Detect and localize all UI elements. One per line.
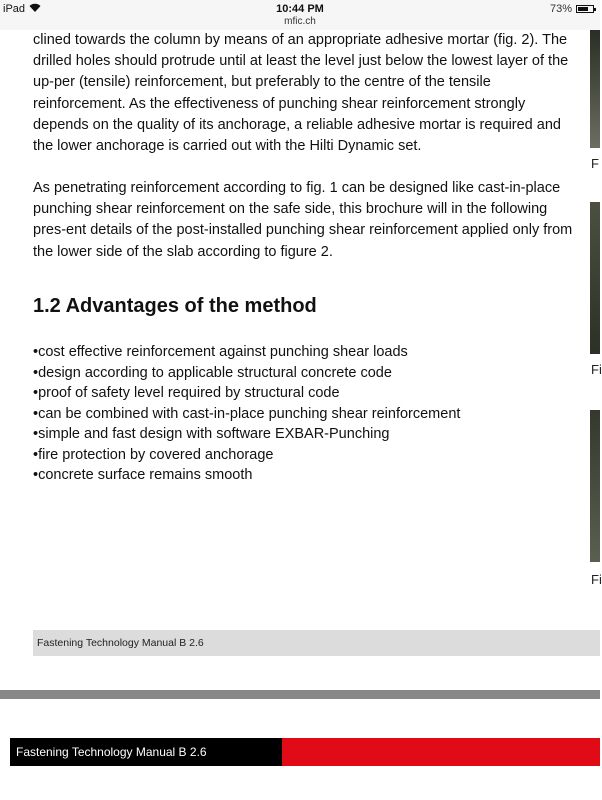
page-footer: Fastening Technology Manual B 2.6 [33,630,600,656]
battery-percent: 73% [549,3,572,15]
figure-photo [590,30,600,148]
battery-status [550,3,594,15]
list-item: • simple and fast design with software EXBAR-Punching [33,424,460,445]
page-divider [0,690,600,699]
status-bar [0,0,600,30]
next-page-header: Fastening Technology Manual B 2.6 [10,738,282,766]
list-item: • fire protection by covered anchorage [33,445,460,466]
clock: 10:44 PM [276,3,324,15]
figure-caption: Fi [591,362,602,377]
figure-caption: Fi [591,572,602,587]
address-bar[interactable]: mfic.ch [284,16,316,27]
list-item: • concrete surface remains smooth [33,465,460,486]
advantages-list [33,342,460,486]
list-item: • cost effective reinforcement against punching shear loads [33,342,460,363]
battery-icon [576,5,594,13]
list-item: • proof of safety level required by structural code [33,383,460,404]
list-item: • design according to applicable structural concrete code [33,363,460,384]
paragraph-penetrating-reinforcement: As penetrating reinforcement according to fig. 1 can be designed like cast-in-place punching shear reinforcement on the safe side, this brochure will in the following pres-ent details of the post-installed punching shear reinforcement applied only from the lower side of the slab according to figure 2. [33,180,573,260]
figure-caption: F [591,156,599,171]
section-heading: 1.2 Advantages of the method [33,295,317,317]
figure-photo [590,410,600,562]
list-item: • can be combined with cast-in-place punching shear reinforcement [33,404,460,425]
device-name: iPad [3,3,26,15]
header-red-band [282,738,600,766]
figure-photo [590,202,600,354]
paragraph-anchorage: clined towards the column by means of an appropriate adhesive mortar (fig. 2). The drilled holes should protrude until at least the level just below the lowest layer of the up-per (tensile) reinforcement, but preferably to the centre of the tensile reinforcement. As the effectiveness of punching shear reinforcement strongly depends on the quality of its anchorage, a reliable adhesive mortar is required and the lower anchorage is carried out with the Hilti Dynamic set. [33,32,569,155]
